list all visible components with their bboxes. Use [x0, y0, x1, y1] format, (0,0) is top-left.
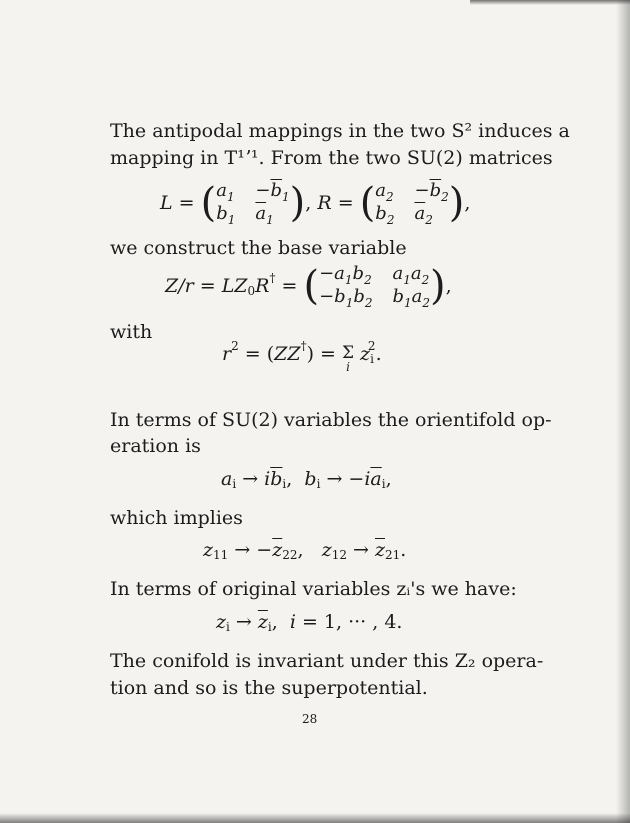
paragraph-3 — [110, 320, 152, 344]
scan-shadow-top — [470, 0, 630, 5]
p7-line2-text: tion and so is the superpotential. — [110, 677, 428, 699]
p2-text: we construct the base variable — [110, 237, 407, 259]
paragraph-4-line-1 — [110, 408, 552, 432]
p4-line2-text: eration is — [110, 435, 201, 457]
paragraph-2 — [110, 236, 407, 260]
paragraph-1-line-2 — [110, 146, 553, 170]
p5-text: which implies — [110, 507, 243, 529]
equation-l-r: L = ( $a_1$ $-\overline{b}_1$ $b_1$ $\overline{a}_1$ ) , R = ( $a_2$ $-\overline{b}_2$ $b_2$ $\overline{a}_2$ ) , — [160, 180, 471, 227]
equation-z11-z12: z 11 → − $\overline{z}$ 22 , z 12 → $\overline{z}$ 21 . — [203, 539, 407, 562]
equation-z: Z/r = LZ 0 R † = ( $-a_1b_2$ $a_1a_2$ $-b_1b_2$ $b_1a_2$ ) , — [165, 263, 452, 310]
paragraph-1-line-1 — [110, 119, 570, 143]
scan-shadow-right — [616, 0, 630, 823]
paragraph-7-line-1 — [110, 649, 543, 673]
page-number: 28 — [302, 712, 318, 726]
equation-zi: z i → $\overline{z}$ i , i = 1, ··· , 4. — [216, 611, 403, 634]
paragraph-6 — [110, 577, 517, 601]
paragraph-5 — [110, 506, 243, 530]
p4-line1-text: In terms of SU(2) variables the orientifold op- — [110, 409, 552, 431]
paragraph-4-line-2 — [110, 434, 201, 458]
equation-ab: a i → $i\overline{b}$ i , b i → − $i\overline{a}$ i , — [221, 468, 392, 491]
p6-text: In terms of original variables zᵢ's we have: — [110, 578, 517, 600]
scan-shadow-bottom — [0, 813, 630, 823]
p3-text: with — [110, 321, 153, 343]
equation-r: r 2 = ( ZZ † ) = Σ i z i 2 . — [222, 339, 382, 374]
p7-line1-text: The conifold is invariant under this Z₂ opera- — [110, 650, 544, 672]
p1-line1-text: The antipodal mappings in the two S² induces a — [110, 120, 570, 142]
paragraph-7-line-2 — [110, 676, 428, 700]
p1-line2-text: mapping in T¹ʼ¹. From the two SU(2) matrices — [110, 147, 553, 169]
